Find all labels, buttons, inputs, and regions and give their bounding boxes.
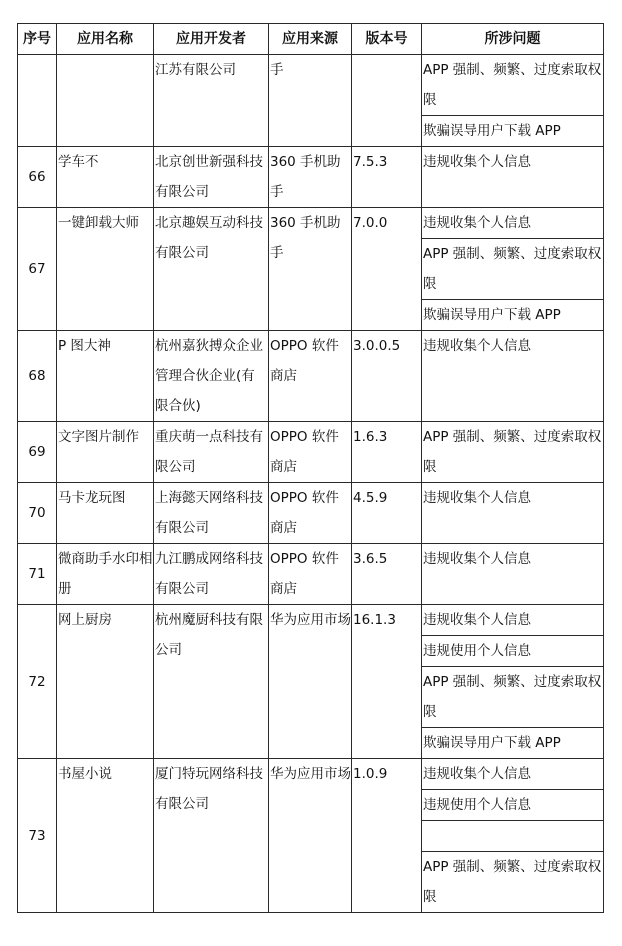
app-developer: 杭州嘉狄搏众企业管理合伙企业(有限合伙) — [154, 331, 269, 422]
issue-item: 违规收集个人信息 — [423, 338, 531, 354]
table-row — [18, 422, 604, 483]
header-version: 版本号 — [352, 24, 422, 55]
issue-item: 违规收集个人信息 — [422, 605, 603, 636]
app-version: 3.6.5 — [352, 544, 422, 605]
app-source: 手 — [269, 55, 352, 147]
issue-item: 违规收集个人信息 — [423, 490, 531, 506]
app-source: 华为应用市场 — [269, 605, 352, 759]
app-version: 7.0.0 — [352, 208, 422, 331]
issue-item: APP 强制、频繁、过度索取权限 — [423, 429, 602, 475]
app-source: 360 手机助手 — [269, 147, 352, 208]
issues-cell — [422, 55, 604, 147]
row-number: 72 — [18, 605, 57, 759]
header-developer: 应用开发者 — [154, 24, 269, 55]
app-version: 3.0.0.5 — [352, 331, 422, 422]
table-row — [18, 544, 604, 605]
app-developer: 九江鹏成网络科技有限公司 — [154, 544, 269, 605]
header-name: 应用名称 — [57, 24, 154, 55]
issues-cell — [422, 759, 604, 913]
issue-item: 违规使用个人信息 — [422, 636, 603, 667]
app-source: OPPO 软件商店 — [269, 422, 352, 483]
app-developer: 上海懿天网络科技有限公司 — [154, 483, 269, 544]
app-name: 微商助手水印相册 — [57, 544, 154, 605]
issue-item: 违规使用个人信息 — [422, 790, 603, 821]
app-name: P 图大神 — [57, 331, 154, 422]
app-version: 1.6.3 — [352, 422, 422, 483]
table-row — [18, 208, 604, 331]
row-number: 66 — [18, 147, 57, 208]
issue-item: 违规收集个人信息 — [423, 154, 531, 170]
app-developer: 厦门特玩网络科技有限公司 — [154, 759, 269, 913]
issue-item — [422, 821, 603, 852]
issue-item: 欺骗误导用户下载 APP — [423, 123, 561, 139]
app-developer: 江苏有限公司 — [154, 55, 269, 147]
app-name: 书屋小说 — [57, 759, 154, 913]
app-version: 1.0.9 — [352, 759, 422, 913]
header-issues: 所涉问题 — [422, 24, 604, 55]
app-source: OPPO 软件商店 — [269, 483, 352, 544]
app-source: 360 手机助手 — [269, 208, 352, 331]
row-number — [18, 55, 57, 147]
table-row — [18, 331, 604, 422]
issue-item: 违规收集个人信息 — [422, 208, 603, 239]
issues-cell — [422, 422, 604, 483]
issues-cell — [422, 147, 604, 208]
app-developer: 北京趣娱互动科技有限公司 — [154, 208, 269, 331]
row-number: 69 — [18, 422, 57, 483]
issue-item: APP 强制、频繁、过度索取权限 — [423, 859, 602, 905]
app-source: OPPO 软件商店 — [269, 544, 352, 605]
app-name: 马卡龙玩图 — [57, 483, 154, 544]
row-number: 73 — [18, 759, 57, 913]
issues-cell — [422, 483, 604, 544]
issue-item: APP 强制、频繁、过度索取权限 — [422, 55, 603, 116]
app-name: 文字图片制作 — [57, 422, 154, 483]
table-row — [18, 759, 604, 913]
issue-item: 欺骗误导用户下载 APP — [423, 735, 561, 751]
issue-item: APP 强制、频繁、过度索取权限 — [422, 239, 603, 300]
table-row — [18, 55, 604, 147]
app-version — [352, 55, 422, 147]
app-name — [57, 55, 154, 147]
row-number: 71 — [18, 544, 57, 605]
app-version: 7.5.3 — [352, 147, 422, 208]
row-number: 70 — [18, 483, 57, 544]
table-row — [18, 147, 604, 208]
app-developer: 北京创世新强科技有限公司 — [154, 147, 269, 208]
header-row — [18, 24, 604, 55]
issues-cell — [422, 605, 604, 759]
issue-item: APP 强制、频繁、过度索取权限 — [422, 667, 603, 728]
app-version: 4.5.9 — [352, 483, 422, 544]
issues-cell — [422, 208, 604, 331]
app-developer: 杭州魔厨科技有限公司 — [154, 605, 269, 759]
issue-item: 违规收集个人信息 — [422, 759, 603, 790]
table-row — [18, 605, 604, 759]
issues-cell — [422, 544, 604, 605]
issue-item: 违规收集个人信息 — [423, 551, 531, 567]
app-developer: 重庆萌一点科技有限公司 — [154, 422, 269, 483]
row-number: 68 — [18, 331, 57, 422]
app-source: 华为应用市场 — [269, 759, 352, 913]
app-name: 学车不 — [57, 147, 154, 208]
app-issues-table — [17, 23, 604, 913]
issues-cell — [422, 331, 604, 422]
app-name: 网上厨房 — [57, 605, 154, 759]
issue-item: 欺骗误导用户下载 APP — [423, 307, 561, 323]
app-source: OPPO 软件商店 — [269, 331, 352, 422]
header-source: 应用来源 — [269, 24, 352, 55]
table-row — [18, 483, 604, 544]
header-num: 序号 — [18, 24, 57, 55]
app-name: 一键卸载大师 — [57, 208, 154, 331]
row-number: 67 — [18, 208, 57, 331]
app-version: 16.1.3 — [352, 605, 422, 759]
